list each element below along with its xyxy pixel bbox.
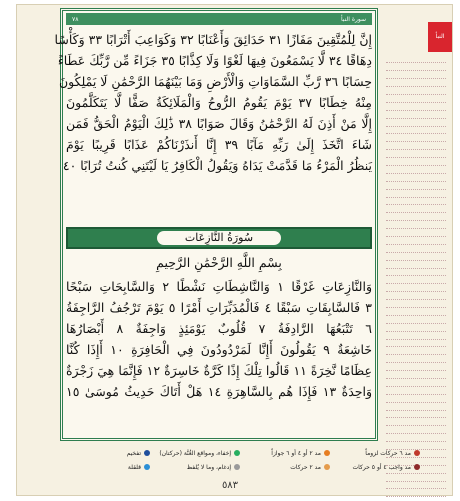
legend-item: إخفاء، ومواقع الغُنَّة (حركتان) — [150, 447, 240, 459]
page-header — [66, 13, 372, 25]
margin-sidebar — [380, 8, 450, 441]
legend-item: إدغام، وما لا يُلفظ — [150, 461, 240, 473]
surah-header-label: سورة النبأ — [340, 15, 366, 23]
surah-tab[interactable]: النبأ — [428, 22, 452, 52]
legend-dot — [144, 464, 150, 470]
ayah-line: دِهَاقًا ٣٤ لَّا يَسْمَعُونَ فِيهَا لَغْوًا وَلَا كِذَّابًا ٣٥ جَزَاءً مِّن رَّبِّكَ عَطَاءً — [57, 53, 372, 68]
legend-item: تفخيم — [60, 447, 150, 459]
basmala: بِسْمِ اللَّهِ الرَّحْمَٰنِ الرَّحِيمِ — [156, 255, 282, 270]
surah-title-banner — [66, 227, 372, 249]
ayah-line: إِلَّا مَنْ أَذِنَ لَهُ الرَّحْمَٰنُ وَقَالَ صَوَابًا ٣٨ ذَٰلِكَ الْيَوْمُ الْحَقُّ فَمَن — [66, 116, 372, 131]
ayah-line: وَاحِدَةٌ ١٣ فَإِذَا هُم بِالسَّاهِرَةِ ١٤ هَلْ أَتَاكَ حَدِيثُ مُوسَىٰ ١٥ — [66, 384, 372, 399]
legend-dot — [414, 450, 420, 456]
ayah-line: ٣ فَالسَّابِقَاتِ سَبْقًا ٤ فَالْمُدَبِّرَاتِ أَمْرًا ٥ يَوْمَ تَرْجُفُ الرَّاجِفَةُ — [66, 300, 372, 315]
legend-dot — [144, 450, 150, 456]
legend-item: مد ٢ أو ٤ أو ٦ جوازاً — [240, 447, 330, 459]
tajweed-legend — [60, 447, 420, 475]
legend-dot — [234, 450, 240, 456]
ayah-line: وَالنَّازِعَاتِ غَرْقًا ١ وَالنَّاشِطَاتِ نَشْطًا ٢ وَالسَّابِحَاتِ سَبْحًا — [66, 279, 372, 294]
ayah-line: إِنَّ لِلْمُتَّقِينَ مَفَازًا ٣١ حَدَائِقَ وَأَعْنَابًا ٣٢ وَكَوَاعِبَ أَتْرَابًا ٣٣ وَكَأْسًا — [54, 32, 372, 47]
margin-notes — [386, 56, 446, 498]
ayah-line: حِسَابًا ٣٦ رَّبِّ السَّمَاوَاتِ وَالْأَرْضِ وَمَا بَيْنَهُمَا الرَّحْمَٰنِ لَا يَمْلِكُونَ — [58, 74, 372, 89]
juz-label: ٧٨ — [72, 15, 79, 23]
legend-dot — [234, 464, 240, 470]
ayah-block-bottom — [66, 276, 372, 402]
ayah-line: شَاءَ اتَّخَذَ إِلَىٰ رَبِّهِ مَآبًا ٣٩ إِنَّا أَنذَرْنَاكُمْ عَذَابًا قَرِيبًا يَوْمَ — [66, 137, 372, 152]
legend-item: مد واجب ٤ أو ٥ حركات — [330, 461, 420, 473]
ayah-line: عِظَامًا نَّخِرَةً ١١ قَالُوا تِلْكَ إِذًا كَرَّةٌ خَاسِرَةٌ ١٢ فَإِنَّمَا هِيَ زَجْرَةٌ — [66, 363, 372, 378]
legend-dot — [324, 450, 330, 456]
legend-item: مد ٦ حركات لزوماً — [330, 447, 420, 459]
legend-item: قلقلة — [60, 461, 150, 473]
ayah-line: خَاشِعَةٌ ٩ يَقُولُونَ أَإِنَّا لَمَرْدُودُونَ فِي الْحَافِرَةِ ١٠ أَإِذَا كُنَّا — [66, 342, 373, 357]
ayah-line: مِنْهُ خِطَابًا ٣٧ يَوْمَ يَقُومُ الرُّوحُ وَالْمَلَائِكَةُ صَفًّا لَّا يَتَكَلَّمُونَ — [66, 95, 372, 110]
page-number: ٥٨٣ — [221, 480, 239, 491]
ayah-line: ٦ تَتْبَعُهَا الرَّادِفَةُ ٧ قُلُوبٌ يَوْمَئِذٍ وَاجِفَةٌ ٨ أَبْصَارُهَا — [66, 321, 372, 336]
legend-dot — [414, 464, 420, 470]
ayah-line: يَنظُرُ الْمَرْءُ مَا قَدَّمَتْ يَدَاهُ وَيَقُولُ الْكَافِرُ يَا لَيْتَنِي كُنتُ تُرَابًا ٤٠ — [62, 158, 372, 173]
surah-title: سُورَةُ النَّازِعَات — [157, 231, 281, 245]
legend-item: مد ٢ حركات — [240, 461, 330, 473]
legend-dot — [324, 464, 330, 470]
